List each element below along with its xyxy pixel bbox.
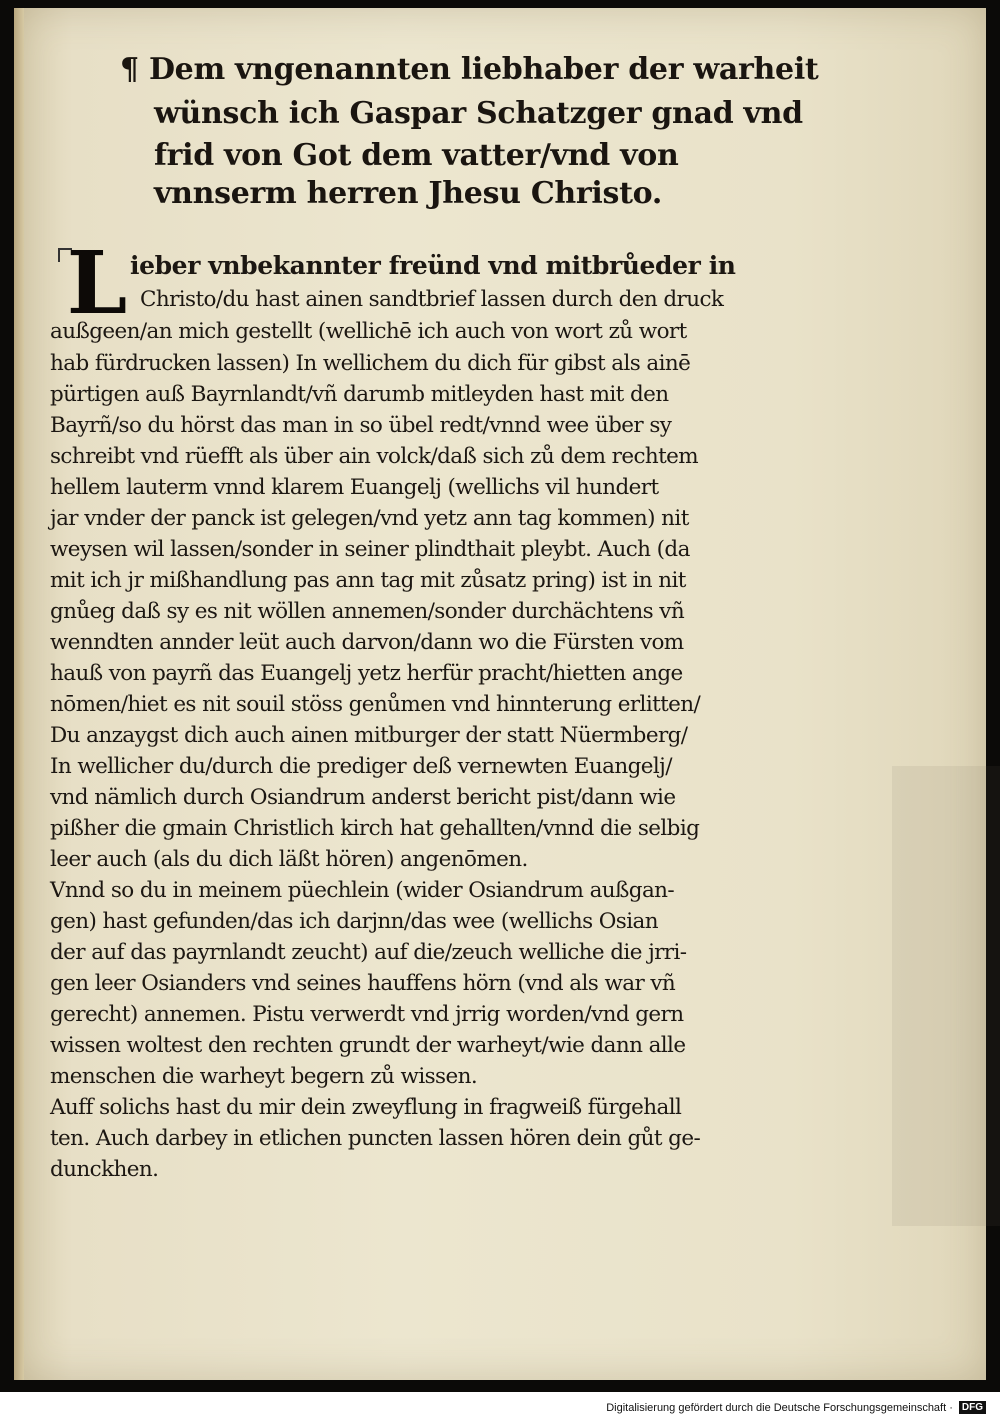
body-line: Christo/du hast ainen sandtbrief lassen durch den druck [140,287,724,312]
body-line: hab fürdrucken lassen) In wellichem du dich für gibst als ainē [50,351,691,376]
footer-credit [0,1398,986,1417]
heading-line-2: wünsch ich Gaspar Schatzger gnad vnd [154,96,803,131]
body-line: außgeen/an mich gestellt (wellichē ich auch von wort zů wort [50,319,687,344]
footer-credit-text: Digitalisierung gefördert durch die Deutsche Forschungsgemeinschaft · [606,1401,953,1414]
body-line: In wellicher du/durch die prediger deß vernewten Euangelj/ [50,754,672,779]
body-first-line: ieber vnbekannter freünd vnd mitbrůeder in [130,251,736,280]
body-line: vnd nämlich durch Osiandrum anderst bericht pist/dann wie [50,785,676,810]
body-line: pißher die gmain Christlich kirch hat gehallten/vnnd die selbig [50,816,700,841]
heading-line-1: ¶ Dem vngenannten liebhaber der warheit [120,52,819,87]
body-line: hauß von payrñ das Euangelj yetz herfür pracht/hietten ange [50,661,683,686]
body-line: jar vnder der panck ist gelegen/vnd yetz ann tag kommen) nit [50,506,689,531]
ink-bleed-through [892,766,1000,1226]
heading-line-4: vnnserm herren Jhesu Christo. [154,176,662,211]
pilcrow-mark: ¶ [120,52,139,87]
initial-flourish-icon [58,248,72,262]
body-line: Bayrñ/so du hörst das man in so übel redt/vnnd wee über sy [50,413,672,438]
book-page [14,8,986,1380]
body-line: wenndten annder leüt auch darvon/dann wo die Fürsten vom [50,630,684,655]
page-binding-edge [14,8,24,1380]
body-line: menschen die warheyt begern zů wissen. [50,1064,478,1089]
body-line: Auff solichs hast du mir dein zweyflung in fragweiß fürgehall [50,1095,682,1120]
body-line: gen leer Osianders vnd seines hauffens hörn (vnd als war vñ [50,971,676,996]
body-line: Du anzaygst dich auch ainen mitburger der statt Nüermberg/ [50,723,688,748]
body-line: leer auch (als du dich läßt hören) angenōmen. [50,847,528,872]
body-line: gnůeg daß sy es nit wöllen annemen/sonder durchächtens vñ [50,599,685,624]
body-line: dunckhen. [50,1157,159,1182]
body-line: gen) hast gefunden/das ich darjnn/das wee (wellichs Osian [50,909,658,934]
dfg-logo-icon: DFG [959,1401,986,1414]
body-line: pürtigen auß Bayrnlandt/vñ darumb mitleyden hast mit den [50,382,669,407]
body-line: nōmen/hiet es nit souil stöss genůmen vnd hinnterung erlitten/ [50,692,701,717]
body-line: gerecht) annemen. Pistu verwerdt vnd jrrig worden/vnd gern [50,1002,684,1027]
body-line: schreibt vnd rüefft als über ain volck/daß sich zů dem rechtem [50,444,699,469]
body-line: der auf das payrnlandt zeucht) auf die/zeuch welliche die jrri- [50,940,687,965]
body-line: wissen woltest den rechten grundt der warheyt/wie dann alle [50,1033,686,1058]
body-line: Vnnd so du in meinem püechlein (wider Osiandrum außgan- [50,878,675,903]
decorated-initial: L [56,246,138,322]
body-line: weysen wil lassen/sonder in seiner plindthait pleybt. Auch (da [50,537,690,562]
heading-line-3: frid von Got dem vatter/vnd von [154,138,679,173]
body-line: mit ich jr mißhandlung pas ann tag mit zůsatz pring) ist in nit [50,568,686,593]
body-line: hellem lauterm vnnd klarem Euangelj (wellichs vil hundert [50,475,659,500]
body-line: ten. Auch darbey in etlichen puncten lassen hören dein gůt ge- [50,1126,701,1151]
